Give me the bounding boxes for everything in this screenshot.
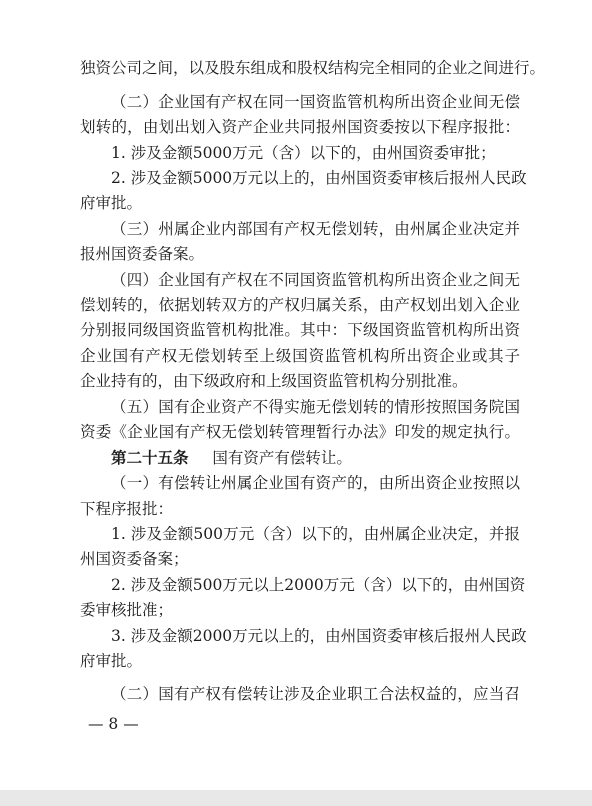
text-line: （三）州属企业内部国有产权无偿划转，由州属企业决定并: [111, 220, 520, 238]
text-line: 分别报同级国资监管机构批准。其中：下级国资监管机构所出资: [80, 321, 520, 339]
page-number: — 8 —: [88, 715, 139, 733]
text-line: 划转的，由划出划入资产企业共同报州国资委按以下程序报批：: [80, 118, 520, 136]
text-line: （四）企业国有产权在不同国资监管机构所出资企业之间无: [111, 271, 520, 289]
text-line: 2. 涉及金额500万元以上2000万元（含）以下的，由州国资: [111, 576, 526, 594]
text-line: 报州国资委备案。: [80, 245, 205, 263]
text-line: 独资公司之间，以及股东组成和股权结构完全相同的企业之间进行。: [80, 59, 546, 77]
viewer-bottom-band: [0, 790, 592, 806]
text-line: 1. 涉及金额500万元（含）以下的，由州属企业决定，并报: [111, 525, 520, 543]
article-heading-line: [111, 448, 520, 468]
text-line: 资委《企业国有产权无偿划转管理暂行办法》印发的规定执行。: [80, 423, 520, 441]
text-line: 州国资委备案；: [80, 550, 189, 568]
text-line: 企业持有的，由下级政府和上级国资监管机构分别批准。: [80, 372, 468, 390]
text-line: （一）有偿转让州属企业国有资产的，由所出资企业按照以: [111, 474, 520, 492]
article-title: 国有资产有偿转让。: [212, 449, 352, 467]
text-line: （二）企业国有产权在同一国资监管机构所出资企业间无偿: [111, 93, 520, 111]
text-line: 偿划转的，依据划转双方的产权归属关系，由产权划出划入企业: [80, 296, 520, 314]
text-line: 2. 涉及金额5000万元以上的，由州国资委审核后报州人民政: [111, 169, 527, 187]
text-line: （二）国有产权有偿转让涉及企业职工合法权益的，应当召: [111, 685, 520, 703]
article-number: 第二十五条: [111, 449, 189, 467]
text-line: （五）国有企业资产不得实施无偿划转的情形按照国务院国: [111, 398, 520, 416]
text-line: 下程序报批：: [80, 500, 174, 518]
text-line: 3. 涉及金额2000万元以上的，由州国资委审核后报州人民政: [111, 627, 527, 645]
text-line: 府审批。: [80, 194, 143, 212]
text-line: 委审核批准；: [80, 601, 174, 619]
text-line: 企业国有产权无偿划转至上级国资监管机构所出资企业或其子: [80, 347, 520, 365]
text-line: 1. 涉及金额5000万元（含）以下的，由州国资委审批；: [111, 144, 496, 162]
text-line: 府审批。: [80, 652, 143, 670]
